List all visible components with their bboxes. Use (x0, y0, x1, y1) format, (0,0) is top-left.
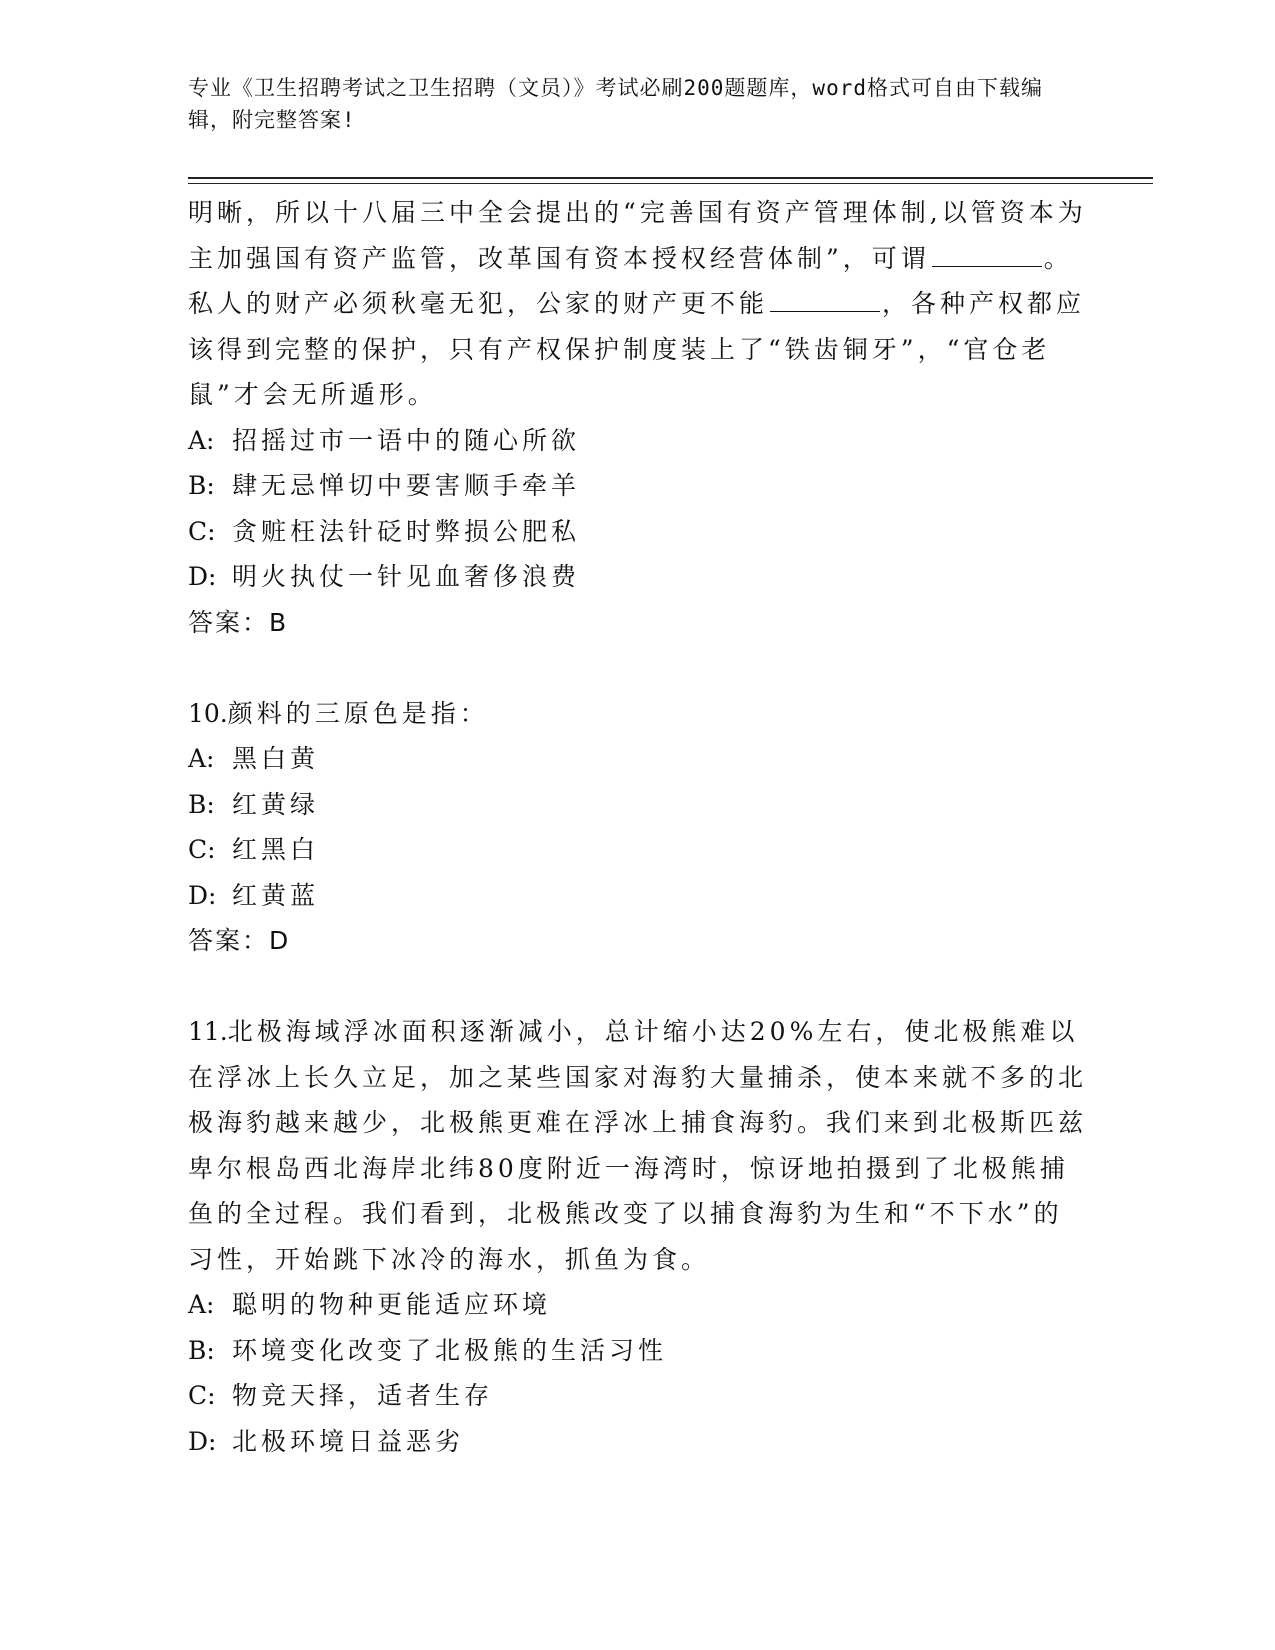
option-text: 黑白黄 (232, 744, 320, 773)
question-10 (188, 691, 1088, 964)
option-letter: A: (188, 1290, 215, 1319)
option-c (188, 827, 1088, 873)
option-c (188, 1373, 1088, 1419)
option-letter: C: (188, 835, 216, 864)
option-letter: C: (188, 516, 216, 546)
question-number: 11. (188, 1017, 228, 1046)
question-stem (188, 1009, 1088, 1282)
option-a (188, 418, 1088, 464)
option-text: 肆无忌惮切中要害顺手牵羊 (232, 471, 581, 500)
fill-blank-2 (770, 289, 880, 312)
stem-text: 北极海域浮冰面积逐渐减小，总计缩小达20%左右，使北极熊难以在浮冰上长久立足，加之某些国家对海豹大量捕杀，使本来就不多的北极海豹越来越少，北极熊更难在浮冰上捕食海豹。我们来到北极斯匹兹卑尔根岛西北海岸北纬80度附近一海湾时，惊讶地拍摄到了北极熊捕鱼的全过程。我们看到，北极熊改变了以捕食海豹为生和“不下水”的习性，开始跳下冰冷的海水，抓鱼为食。 (188, 1017, 1088, 1274)
option-text: 红黄蓝 (232, 880, 320, 910)
option-a (188, 736, 1088, 782)
question-number: 10. (188, 698, 228, 728)
stem-text-part2: 。私人的财产必须秋毫无犯，公家的财产更不能 (188, 243, 1073, 318)
option-d (188, 873, 1088, 919)
document-body (188, 190, 1088, 1464)
option-text: 招摇过市一语中的随心所欲 (232, 425, 581, 455)
option-text: 北极环境日益恶劣 (232, 1426, 465, 1456)
option-letter: B: (188, 1335, 215, 1365)
option-d (188, 554, 1088, 600)
option-b (188, 1328, 1088, 1374)
option-letter: D: (188, 880, 217, 910)
option-text: 红黄绿 (232, 789, 320, 819)
stem-text-part1: 明晰，所以十八届三中全会提出的“完善国有资产管理体制,以管资本为主加强国有资产监管，改革国有资本授权经营体制”，可谓 (188, 198, 1087, 273)
option-c (188, 509, 1088, 555)
option-text: 聪明的物种更能适应环境 (232, 1290, 552, 1319)
answer-line: 答案：B (188, 607, 289, 637)
question-stem (188, 691, 1088, 737)
option-text: 物竞天择，适者生存 (232, 1381, 494, 1410)
question-stem (188, 190, 1088, 418)
header-rule-thick (188, 177, 1153, 179)
option-letter: C: (188, 1381, 216, 1410)
option-text: 红黑白 (232, 835, 320, 864)
option-letter: D: (188, 1426, 217, 1456)
spacer (188, 964, 1088, 1010)
page-header-title: 专业《卫生招聘考试之卫生招聘（文员）》考试必刷200题题库，word格式可自由下载编辑，附完整答案! (188, 76, 1043, 132)
question-9 (188, 190, 1088, 645)
option-letter: A: (188, 425, 215, 455)
option-d (188, 1419, 1088, 1465)
option-text: 贪赃枉法针砭时弊损公肥私 (232, 516, 581, 546)
option-letter: A: (188, 744, 215, 773)
option-a (188, 1282, 1088, 1328)
question-11 (188, 1009, 1088, 1464)
stem-text-part3: ，各种产权都应该得到完整的保护，只有产权保护制度装上了“铁齿铜牙”，“官仓老鼠”才会无所遁形。 (188, 289, 1086, 409)
option-letter: B: (188, 471, 215, 500)
option-text: 明火执仗一针见血奢侈浪费 (232, 562, 581, 591)
option-b (188, 782, 1088, 828)
header-rule-thin (188, 183, 1153, 184)
option-text: 环境变化改变了北极熊的生活习性 (232, 1335, 668, 1365)
stem-text: 颜料的三原色是指： (227, 698, 489, 728)
option-letter: B: (188, 789, 215, 819)
option-b (188, 463, 1088, 509)
fill-blank-1 (932, 244, 1042, 267)
spacer (188, 645, 1088, 691)
answer-line: 答案：D (188, 926, 291, 955)
option-letter: D: (188, 562, 217, 591)
